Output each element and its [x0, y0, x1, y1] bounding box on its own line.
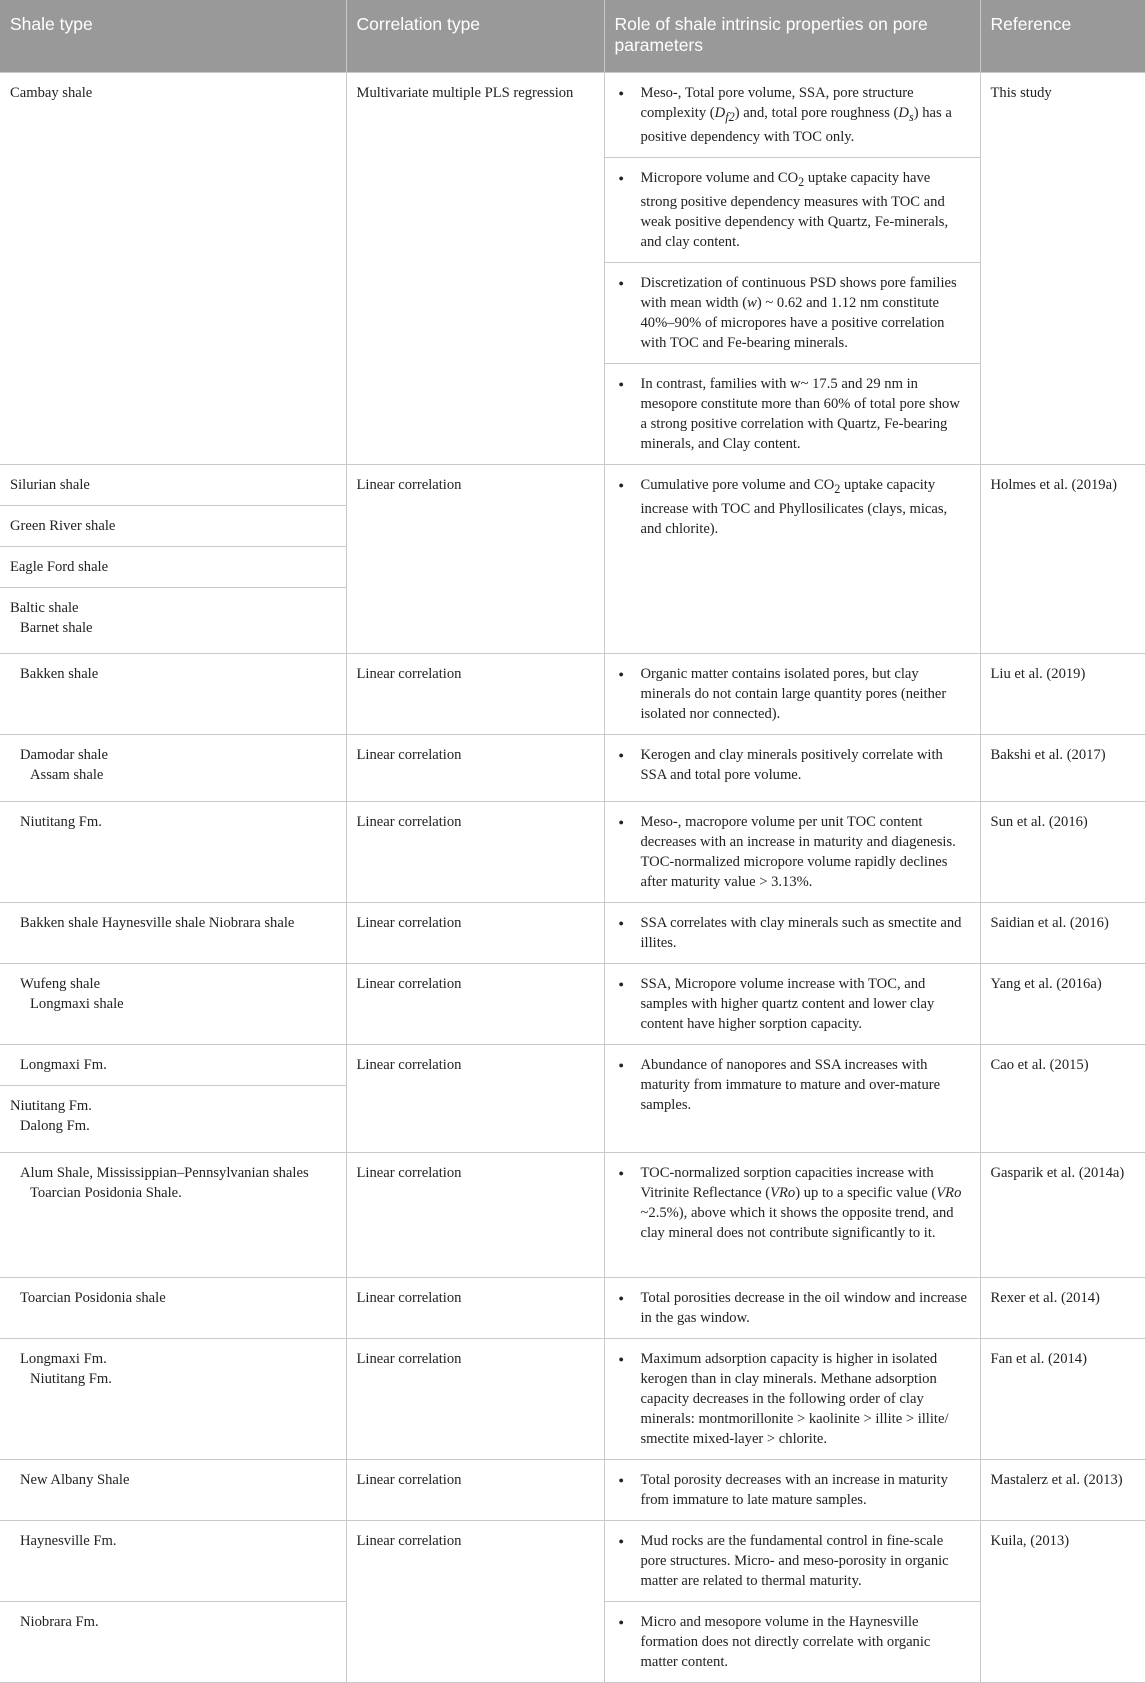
shale-type-cell: Green River shale — [0, 505, 346, 546]
correlation-type-cell: Linear correlation — [346, 1459, 604, 1520]
role-cell — [604, 734, 980, 801]
reference-cell: Saidian et al. (2016) — [980, 902, 1145, 963]
role-bullet: ● Total porosities decrease in the oil window and increase in the gas window. — [641, 1288, 970, 1328]
role-bullet: ● Meso-, Total pore volume, SSA, pore structure complexity $(D_{f2})$ and, total pore roughness $(D_s)$ has a positive dependency with TOC only. — [641, 83, 970, 147]
header-shale-type: Shale type — [0, 0, 346, 73]
shale-type-cell: Niutitang Fm. Dalong Fm. — [0, 1085, 346, 1152]
header-correlation-type: Correlation type — [346, 0, 604, 73]
reference-cell: Bakshi et al. (2017) — [980, 734, 1145, 801]
shale-type-cell: Baltic shale Barnet shale — [0, 587, 346, 653]
correlation-type-cell: Linear correlation — [346, 1520, 604, 1682]
role-bullet: ● Micro and mesopore volume in the Haynesville formation does not directly correlate with organic matter content. — [641, 1612, 970, 1672]
role-bullet: ● SSA correlates with clay minerals such as smectite and illites. — [641, 913, 970, 953]
role-cell — [604, 1152, 980, 1277]
table-row-gasparik — [0, 1152, 1145, 1277]
correlation-type-cell: Linear correlation — [346, 653, 604, 734]
correlation-type-cell: Linear correlation — [346, 1277, 604, 1338]
reference-cell: Rexer et al. (2014) — [980, 1277, 1145, 1338]
reference-cell: Liu et al. (2019) — [980, 653, 1145, 734]
role-bullet: ● Organic matter contains isolated pores, but clay minerals do not contain large quantity pores (neither isolated nor connected). — [641, 664, 970, 724]
role-cell — [604, 363, 980, 464]
header-role: Role of shale intrinsic properties on pore parameters — [604, 0, 980, 73]
table-row-mastalerz — [0, 1459, 1145, 1520]
table-row-rexer — [0, 1277, 1145, 1338]
role-bullet: ● TOC-normalized sorption capacities increase with Vitrinite Reflectance (VRo) up to a specific value (VRo ~2.5%), above which it shows the opposite trend, and clay mineral does not contribute significantly to it. — [641, 1163, 970, 1243]
role-bullet: ● Discretization of continuous PSD shows pore families with mean width (w) ~ 0.62 and 1.12 nm constitute 40%–90% of micropores have a positive correlation with TOC and Fe-bearing minerals. — [641, 273, 970, 353]
header-reference: Reference — [980, 0, 1145, 73]
correlation-type-cell: Linear correlation — [346, 963, 604, 1044]
correlation-type-cell: Linear correlation — [346, 734, 604, 801]
role-cell — [604, 1277, 980, 1338]
shale-type-cell: Damodar shale Assam shale — [0, 734, 346, 801]
shale-type-cell: Niutitang Fm. — [0, 801, 346, 902]
shale-type-cell: Bakken shale — [0, 653, 346, 734]
role-cell — [604, 262, 980, 363]
role-cell — [604, 1338, 980, 1459]
role-cell — [604, 963, 980, 1044]
role-cell — [604, 653, 980, 734]
role-bullet: ● Mud rocks are the fundamental control in fine-scale pore structures. Micro- and meso-porosity in organic matter are related to thermal maturity. — [641, 1531, 970, 1591]
correlation-type-cell: Multivariate multiple PLS regression — [346, 73, 604, 465]
role-cell — [604, 801, 980, 902]
role-cell — [604, 1601, 980, 1682]
shale-type-cell: Toarcian Posidonia shale — [0, 1277, 346, 1338]
reference-cell: Cao et al. (2015) — [980, 1044, 1145, 1152]
table-row-fan — [0, 1338, 1145, 1459]
shale-type-cell: Longmaxi Fm. Niutitang Fm. — [0, 1338, 346, 1459]
shale-type-cell: Bakken shale Haynesville shale Niobrara shale — [0, 902, 346, 963]
role-cell — [604, 902, 980, 963]
shale-type-cell: Silurian shale — [0, 464, 346, 505]
correlation-type-cell: Linear correlation — [346, 801, 604, 902]
reference-cell: Sun et al. (2016) — [980, 801, 1145, 902]
reference-cell: This study — [980, 73, 1145, 465]
reference-cell: Kuila, (2013) — [980, 1520, 1145, 1682]
role-cell — [604, 464, 980, 653]
reference-cell: Holmes et al. (2019a) — [980, 464, 1145, 653]
reference-cell: Mastalerz et al. (2013) — [980, 1459, 1145, 1520]
table-row-yang — [0, 963, 1145, 1044]
table-row-kuila — [0, 1520, 1145, 1601]
reference-cell: Fan et al. (2014) — [980, 1338, 1145, 1459]
correlation-type-cell: Linear correlation — [346, 464, 604, 653]
role-bullet: ● Maximum adsorption capacity is higher in isolated kerogen than in clay minerals. Methane adsorption capacity decreases in the following order of clay minerals: montmorillonite > kaolinite > illite > illite/ smectite mixed-layer > chlorite. — [641, 1349, 970, 1449]
role-cell — [604, 73, 980, 158]
correlation-type-cell: Linear correlation — [346, 902, 604, 963]
shale-type-cell: Alum Shale, Mississippian–Pennsylvanian shales Toarcian Posidonia Shale. — [0, 1152, 346, 1277]
role-bullet: ● In contrast, families with w~ 17.5 and 29 nm in mesopore constitute more than 60% of total pore show a strong positive correlation with Quartz, Fe-bearing minerals, and Clay content. — [641, 374, 970, 454]
shale-type-cell: Longmaxi Fm. — [0, 1044, 346, 1085]
role-cell — [604, 157, 980, 262]
table-row-saidian — [0, 902, 1145, 963]
correlation-type-cell: Linear correlation — [346, 1152, 604, 1277]
shale-type-cell: Wufeng shale Longmaxi shale — [0, 963, 346, 1044]
table-row-bakshi — [0, 734, 1145, 801]
shale-type-cell: Niobrara Fm. — [0, 1601, 346, 1682]
table-row-holmes — [0, 464, 1145, 505]
reference-cell: Yang et al. (2016a) — [980, 963, 1145, 1044]
table-row-sun — [0, 801, 1145, 902]
role-cell — [604, 1044, 980, 1152]
shale-type-cell: Cambay shale — [0, 73, 346, 465]
table-header — [0, 0, 1145, 73]
role-bullet: ● Meso-, macropore volume per unit TOC content decreases with an increase in maturity and diagenesis. TOC-normalized micropore volume rapidly declines after maturity value > 3.13%. — [641, 812, 970, 892]
role-bullet: ● SSA, Micropore volume increase with TOC, and samples with higher quartz content and lower clay content have higher sorption capacity. — [641, 974, 970, 1034]
role-cell — [604, 1459, 980, 1520]
role-cell — [604, 1520, 980, 1601]
shale-type-cell: New Albany Shale — [0, 1459, 346, 1520]
role-bullet: ● Micropore volume and $CO_2$ uptake capacity have strong positive dependency measures with TOC and weak positive dependency with Quartz, Fe-minerals, and clay content. — [641, 168, 970, 252]
reference-cell: Gasparik et al. (2014a) — [980, 1152, 1145, 1277]
table-row-liu — [0, 653, 1145, 734]
table-row-cao — [0, 1044, 1145, 1085]
correlation-type-cell: Linear correlation — [346, 1338, 604, 1459]
correlation-type-cell: Linear correlation — [346, 1044, 604, 1152]
role-bullet: ● Cumulative pore volume and $CO_2$ uptake capacity increase with TOC and Phyllosilicates (clays, micas, and chlorite). — [641, 475, 970, 539]
shale-type-cell: Eagle Ford shale — [0, 546, 346, 587]
table-row-cambay — [0, 73, 1145, 158]
role-bullet: ● Abundance of nanopores and SSA increases with maturity from immature to mature and over-mature samples. — [641, 1055, 970, 1115]
shale-type-cell: Haynesville Fm. — [0, 1520, 346, 1601]
role-bullet: ● Total porosity decreases with an increase in maturity from immature to late mature samples. — [641, 1470, 970, 1510]
role-bullet: ● Kerogen and clay minerals positively correlate with SSA and total pore volume. — [641, 745, 970, 785]
